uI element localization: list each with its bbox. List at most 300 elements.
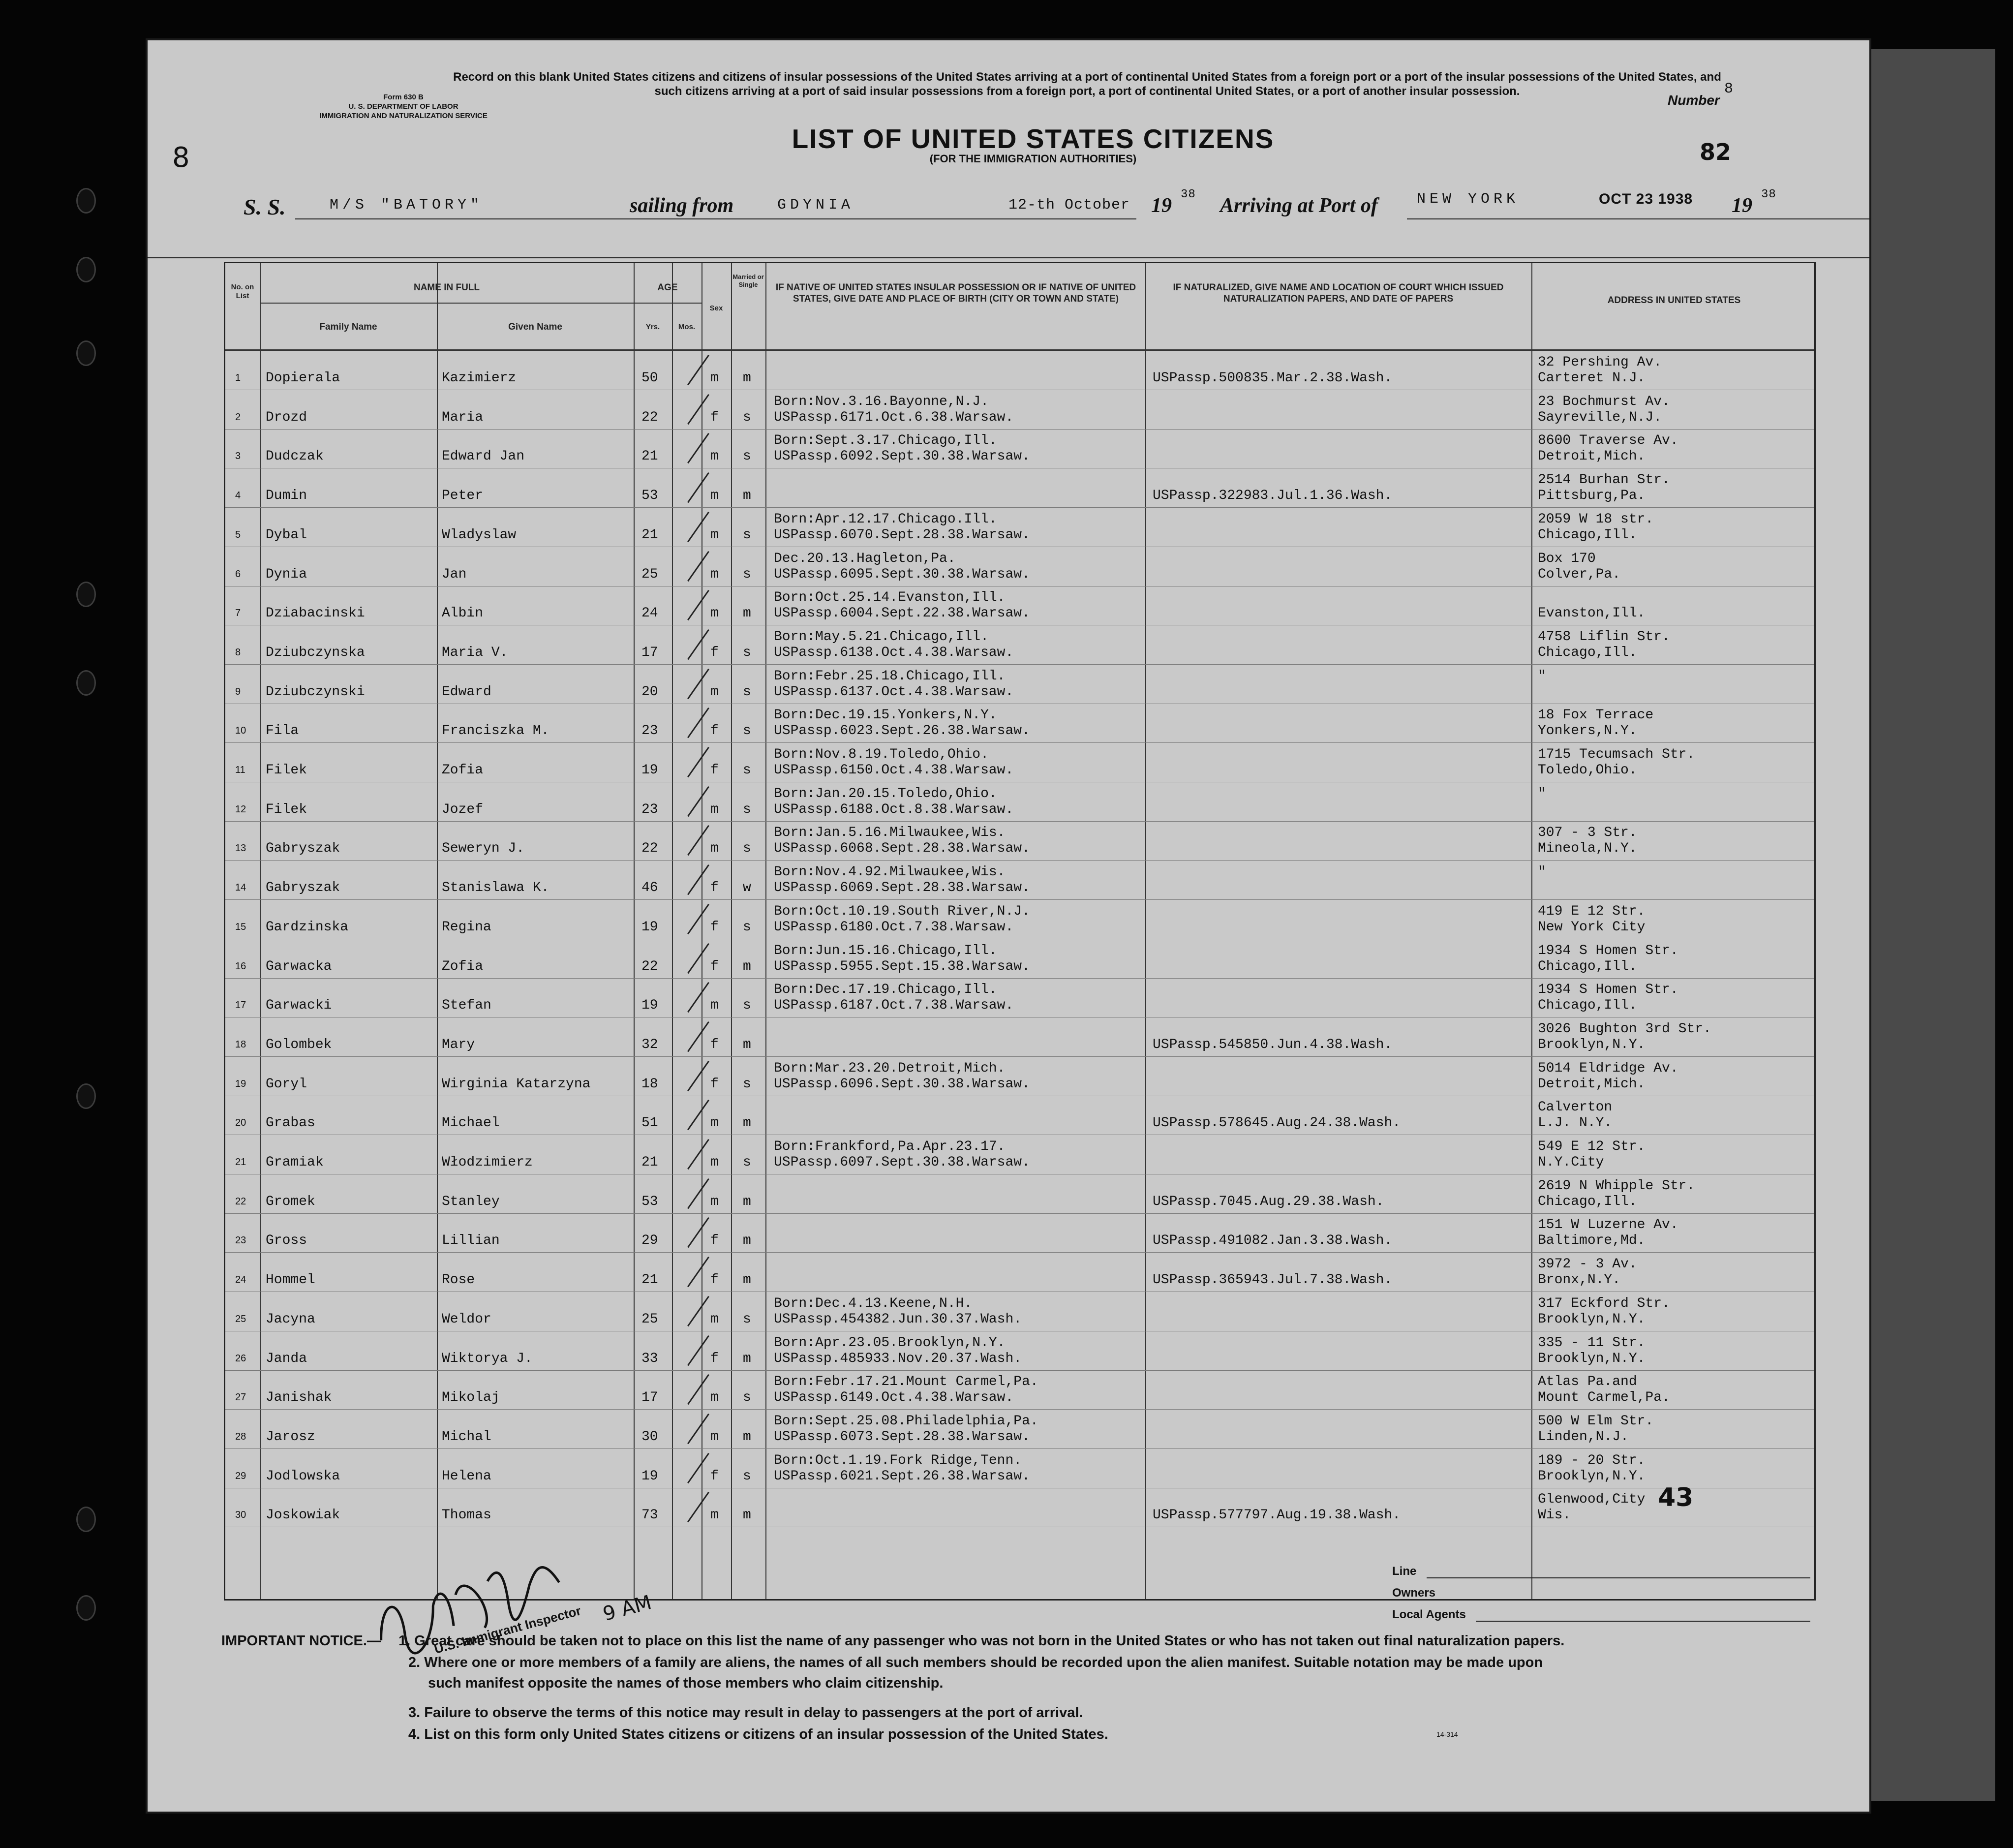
check-stroke [687, 943, 709, 973]
number-label: Number [1668, 92, 1720, 108]
family-name: Fila [266, 723, 299, 739]
port-to-underline [1407, 218, 1869, 219]
check-stroke [687, 512, 709, 542]
age-years: 51 [641, 1115, 658, 1131]
marital-status: s [743, 1468, 751, 1484]
birth-line-1: Born:Jun.15.16.Chicago,Ill. [774, 943, 997, 958]
list-number: 2 [235, 411, 241, 423]
marital-status: m [743, 1351, 751, 1366]
birth-line-2: USPassp.6188.Oct.8.38.Warsaw. [774, 801, 1014, 817]
check-stroke [687, 1257, 709, 1287]
family-name: Grabas [266, 1115, 315, 1131]
family-name: Joskowiak [266, 1508, 340, 1523]
age-years: 33 [641, 1351, 658, 1366]
age-years: 19 [641, 919, 658, 935]
address-line-1: 1934 S Homen Str. [1538, 982, 1678, 998]
birth-line-1: Born:Mar.23.20.Detroit,Mich. [774, 1060, 1006, 1076]
list-number: 11 [235, 765, 245, 775]
birth-line-2: USPassp.6149.Oct.4.38.Warsaw. [774, 1390, 1014, 1406]
sex: m [710, 1194, 719, 1209]
marital-status: s [743, 1076, 751, 1092]
family-name: Janishak [266, 1390, 332, 1406]
birth-line-2: USPassp.6137.Oct.4.38.Warsaw. [774, 684, 1014, 700]
address-line-1: 307 - 3 Str. [1538, 825, 1637, 841]
birth-line-1: Born:Febr.17.21.Mount Carmel,Pa. [774, 1374, 1038, 1390]
list-number: 17 [235, 1000, 246, 1011]
list-number: 9 [235, 686, 241, 697]
address-line-1: 2514 Burhan Str. [1538, 472, 1670, 488]
address-line-2: Brooklyn,N.Y. [1538, 1311, 1646, 1327]
birth-line-1: Born:Dec.4.13.Keene,N.H. [774, 1295, 973, 1311]
line-underline [1427, 1577, 1810, 1578]
age-years: 17 [641, 1390, 658, 1406]
naturalization-papers: USPassp.322983.Jul.1.36.Wash. [1153, 488, 1393, 504]
table-row [225, 1370, 1814, 1410]
list-number: 7 [235, 608, 241, 619]
list-number: 14 [235, 882, 246, 893]
check-stroke [687, 1374, 709, 1405]
family-name: Gromek [266, 1194, 315, 1209]
family-name: Gabryszak [266, 841, 340, 857]
notice-item-3: 3. Failure to observe the terms of this notice may result in delay to passengers at the port of arrival. [408, 1705, 1083, 1721]
age-years: 46 [641, 880, 658, 896]
given-name: Mary [442, 1037, 475, 1052]
list-number: 26 [235, 1353, 246, 1364]
given-name: Seweryn J. [442, 841, 525, 857]
birth-line-2: USPassp.6069.Sept.28.38.Warsaw. [774, 880, 1030, 896]
family-name: Filek [266, 801, 307, 817]
sex: m [710, 566, 719, 582]
address-line-2: New York City [1538, 919, 1646, 935]
given-name: Wladyslaw [442, 527, 517, 543]
age-years: 19 [641, 763, 658, 778]
page-subtitle: (FOR THE IMMIGRATION AUTHORITIES) [929, 153, 1137, 165]
birth-line-2: USPassp.6092.Sept.30.38.Warsaw. [774, 449, 1030, 464]
given-name: Albin [442, 606, 484, 621]
family-name: Filek [266, 763, 307, 778]
family-name: Gabryszak [266, 880, 340, 896]
birth-line-2: USPassp.485933.Nov.20.37.Wash. [774, 1351, 1022, 1366]
marital-status: s [743, 527, 751, 543]
sailing-year: 38 [1181, 188, 1196, 201]
form-number: Form 630 B [383, 93, 424, 101]
given-name: Michael [442, 1115, 500, 1131]
sex: f [710, 645, 719, 660]
address-line-1: 8600 Traverse Av. [1538, 433, 1678, 449]
age-years: 22 [641, 958, 658, 974]
given-name: Maria [442, 409, 484, 425]
list-number: 4 [235, 490, 241, 501]
address-line-2: Chicago,Ill. [1538, 998, 1637, 1014]
table-row [225, 625, 1814, 665]
table-row [225, 1410, 1814, 1449]
table-row [225, 743, 1814, 782]
birth-line-1: Born:Jan.20.15.Toledo,Ohio. [774, 786, 997, 801]
address-line-1: 4758 Liflin Str. [1538, 629, 1670, 645]
marital-status: s [743, 763, 751, 778]
naturalization-papers: USPassp.491082.Jan.3.38.Wash. [1153, 1233, 1393, 1249]
age-years: 73 [641, 1508, 658, 1523]
given-name: Michal [442, 1429, 491, 1445]
age-subheader-rule [634, 303, 702, 304]
sex: m [710, 527, 719, 543]
check-stroke [687, 747, 709, 777]
marital-status: m [743, 370, 751, 386]
binder-hole [76, 670, 96, 696]
check-stroke [687, 1296, 709, 1326]
age-years: 18 [641, 1076, 658, 1092]
given-name: Wirginia Katarzyna [442, 1076, 591, 1092]
birth-line-1: Born:Oct.25.14.Evanston,Ill. [774, 590, 1006, 606]
table-row [225, 1213, 1814, 1253]
list-number: 22 [235, 1196, 246, 1207]
birth-line-2: USPassp.6180.Oct.7.38.Warsaw. [774, 919, 1014, 935]
table-row [225, 821, 1814, 861]
given-name: Rose [442, 1272, 475, 1288]
table-row [225, 547, 1814, 586]
check-stroke [687, 1060, 709, 1091]
family-name: Dopierala [266, 370, 340, 386]
list-number: 21 [235, 1157, 246, 1168]
birth-line-1: Born:Frankford,Pa.Apr.23.17. [774, 1139, 1006, 1154]
margin-mark: 8 [172, 142, 190, 174]
address-line-1: 317 Eckford Str. [1538, 1295, 1670, 1311]
binder-hole [76, 1595, 96, 1621]
table-row [225, 1174, 1814, 1214]
address-line-2: Evanston,Ill. [1538, 606, 1646, 621]
header-list-number: No. on List [231, 283, 254, 300]
address-line-2: Bronx,N.Y. [1538, 1272, 1621, 1288]
binder-hole [76, 582, 96, 607]
address-line-1: Box 170 [1538, 551, 1596, 566]
marital-status: m [743, 958, 751, 974]
naturalization-papers: USPassp.7045.Aug.29.38.Wash. [1153, 1194, 1384, 1209]
address-line-1: " [1538, 786, 1546, 801]
given-name: Thomas [442, 1508, 491, 1523]
sex: f [710, 1351, 719, 1366]
birth-line-1: Born:Jan.5.16.Milwaukee,Wis. [774, 825, 1006, 841]
inspector-stamp-text: U.S. Immigrant Inspector [432, 1603, 583, 1657]
table-row [225, 1292, 1814, 1331]
sex: m [710, 1429, 719, 1445]
sailing-date: 12-th October [1008, 197, 1130, 214]
table-row [225, 939, 1814, 979]
birth-line-1: Born:Apr.12.17.Chicago.Ill. [774, 511, 997, 527]
address-line-1: 419 E 12 Str. [1538, 903, 1646, 919]
check-stroke [687, 1021, 709, 1052]
sex: f [710, 763, 719, 778]
table-row [225, 390, 1814, 430]
birth-line-2: USPassp.454382.Jun.30.37.Wash. [774, 1311, 1022, 1327]
family-name: Garwacki [266, 998, 332, 1014]
marital-status: m [743, 488, 751, 504]
birth-line-2: USPassp.6097.Sept.30.38.Warsaw. [774, 1155, 1030, 1170]
marital-status: s [743, 449, 751, 464]
header-birth: IF NATIVE OF UNITED STATES INSULAR POSSESSION OR IF NATIVE OF UNITED STATES, GIVE DATE AND PLACE OF BIRTH (CITY OR TOWN AND STATE) [775, 282, 1136, 304]
header-family-name: Family Name [319, 322, 377, 332]
age-years: 17 [641, 645, 658, 660]
check-stroke [687, 904, 709, 934]
check-stroke [687, 1492, 709, 1522]
list-number: 10 [235, 725, 246, 737]
address-line-2: Pittsburg,Pa. [1538, 488, 1646, 504]
notice-heading: IMPORTANT NOTICE.— [221, 1633, 381, 1649]
given-name: Stanley [442, 1194, 500, 1209]
naturalization-papers: USPassp.577797.Aug.19.38.Wash. [1153, 1508, 1401, 1523]
table-row [225, 468, 1814, 508]
address-line-1: 32 Pershing Av. [1538, 355, 1662, 370]
number-value: 8 [1724, 81, 1734, 97]
address-line-2: Chicago,Ill. [1538, 1194, 1637, 1209]
address-line-2: L.J. N.Y. [1538, 1115, 1613, 1131]
given-name: Maria V. [442, 645, 508, 660]
table-row [225, 665, 1814, 704]
age-years: 20 [641, 684, 658, 700]
birth-line-2: USPassp.6095.Sept.30.38.Warsaw. [774, 566, 1030, 582]
check-stroke [687, 1335, 709, 1365]
given-name: Zofia [442, 958, 484, 974]
marital-status: w [743, 880, 751, 896]
naturalization-papers: USPassp.500835.Mar.2.38.Wash. [1153, 370, 1393, 386]
birth-line-2: USPassp.6150.Oct.4.38.Warsaw. [774, 763, 1014, 778]
naturalization-papers: USPassp.365943.Jul.7.38.Wash. [1153, 1272, 1393, 1288]
sex: f [710, 409, 719, 425]
address-line-2: Yonkers,N.Y. [1538, 723, 1637, 739]
check-stroke [687, 590, 709, 620]
address-line-2: Mount Carmel,Pa. [1538, 1390, 1670, 1406]
manifest-sheet [148, 40, 1869, 1812]
address-line-2: Sayreville,N.J. [1538, 409, 1662, 425]
birth-line-2: USPassp.6070.Sept.28.38.Warsaw. [774, 527, 1030, 543]
address-line-2: N.Y.City [1538, 1155, 1604, 1170]
address-line-1: 1715 Tecumsach Str. [1538, 747, 1695, 762]
sex: f [710, 880, 719, 896]
table-row [225, 1135, 1814, 1174]
birth-line-2: USPassp.6187.Oct.7.38.Warsaw. [774, 998, 1014, 1014]
address-line-2: Toledo,Ohio. [1538, 763, 1637, 778]
header-married-single: Married or Single [732, 273, 764, 288]
address-line-1: 2059 W 18 str. [1538, 511, 1654, 527]
address-line-1: 3972 - 3 Av. [1538, 1257, 1637, 1272]
address-line-2: Brooklyn,N.Y. [1538, 1037, 1646, 1052]
check-stroke [687, 982, 709, 1013]
notice-item-1: 1. Great care should be taken not to place on this list the name of any passenger who was not born in the United States or who has not taken out final naturalization papers. [398, 1633, 1565, 1649]
check-stroke [687, 433, 709, 463]
check-stroke [687, 708, 709, 738]
list-number: 27 [235, 1392, 246, 1403]
header-separator [148, 257, 1869, 258]
table-row [225, 351, 1814, 390]
table-row [225, 1096, 1814, 1135]
page-mark: 82 [1700, 139, 1732, 165]
form-preamble: Record on this blank United States citizens and citizens of insular possessions of the United States arriving at a port of continental United States from a foreign port or a port of the insular possessions of the United States, and such citizens arriving at a port of said insular possessions from a foreign port, a port of continental United States, or a port of another insular possession. [453, 70, 1721, 98]
list-number: 8 [235, 647, 241, 658]
address-line-1: 18 Fox Terrace [1538, 708, 1654, 723]
given-name: Helena [442, 1468, 491, 1484]
check-stroke [687, 355, 709, 385]
sex: f [710, 1037, 719, 1052]
table-row [225, 1253, 1814, 1292]
header-address: ADDRESS IN UNITED STATES [1607, 295, 1741, 306]
table-row [225, 1449, 1814, 1488]
birth-line-1: Born:Febr.25.18.Chicago,Ill. [774, 668, 1006, 684]
list-number: 12 [235, 803, 246, 815]
table-row [225, 704, 1814, 743]
birth-line-1: Born:Nov.4.92.Milwaukee,Wis. [774, 864, 1006, 880]
check-stroke [687, 394, 709, 425]
given-name: Wiktorya J. [442, 1351, 533, 1366]
given-name: Weldor [442, 1311, 491, 1327]
given-name: Regina [442, 919, 491, 935]
address-line-1: " [1538, 864, 1546, 880]
given-name: Franciszka M. [442, 723, 549, 739]
table-row [225, 1331, 1814, 1371]
table-row [225, 1488, 1814, 1527]
marital-status: m [743, 1233, 751, 1249]
sex: m [710, 1508, 719, 1523]
family-name: Gramiak [266, 1155, 324, 1170]
list-number: 25 [235, 1313, 246, 1324]
address-line-1: Glenwood,City [1538, 1492, 1646, 1508]
age-years: 22 [641, 841, 658, 857]
age-years: 21 [641, 449, 658, 464]
birth-line-1: Born:Dec.19.15.Yonkers,N.Y. [774, 708, 997, 723]
sex: m [710, 1311, 719, 1327]
sex: f [710, 723, 719, 739]
age-years: 21 [641, 1155, 658, 1170]
sex: m [710, 841, 719, 857]
birth-line-1: Born:Dec.17.19.Chicago,Ill. [774, 982, 997, 998]
address-line-2: Detroit,Mich. [1538, 1076, 1646, 1092]
binder-hole [76, 1083, 96, 1109]
family-name: Dziabacinski [266, 606, 365, 621]
family-name: Dynia [266, 566, 307, 582]
birth-line-2: USPassp.6138.Oct.4.38.Warsaw. [774, 645, 1014, 660]
age-years: 21 [641, 527, 658, 543]
check-stroke [687, 629, 709, 660]
ss-underline [295, 218, 762, 219]
header-name-in-full: NAME IN FULL [413, 282, 480, 293]
page-total: 43 [1658, 1483, 1694, 1512]
given-name: Edward Jan [442, 449, 525, 464]
family-name: Jodlowska [266, 1468, 340, 1484]
inspector-stamp-time: 9 AM [600, 1591, 654, 1626]
port-from-underline [743, 218, 1136, 219]
list-number: 23 [235, 1235, 246, 1246]
name-subheader-rule [260, 303, 634, 304]
family-name: Drozd [266, 409, 307, 425]
birth-line-2: USPassp.6023.Sept.26.38.Warsaw. [774, 723, 1030, 739]
agents-underline [1476, 1621, 1810, 1622]
agents-label: Local Agents [1392, 1608, 1466, 1621]
family-name: Jarosz [266, 1429, 315, 1445]
sex: m [710, 370, 719, 386]
check-stroke [687, 1139, 709, 1170]
marital-status: s [743, 723, 751, 739]
list-number: 18 [235, 1039, 246, 1050]
table-row [225, 782, 1814, 822]
marital-status: s [743, 1390, 751, 1406]
birth-line-2: USPassp.6004.Sept.22.38.Warsaw. [774, 606, 1030, 621]
address-line-2: Chicago,Ill. [1538, 958, 1637, 974]
address-line-1: 2619 N Whipple Str. [1538, 1178, 1695, 1194]
table-row [225, 861, 1814, 900]
table-row [225, 978, 1814, 1017]
marital-status: m [743, 1508, 751, 1523]
table-row [225, 1017, 1814, 1057]
age-years: 29 [641, 1233, 658, 1249]
underlying-page [1860, 49, 1995, 1801]
sex: m [710, 684, 719, 700]
port-to: NEW YORK [1417, 191, 1520, 208]
list-number: 13 [235, 843, 246, 854]
given-name: Kazimierz [442, 370, 517, 386]
list-number: 6 [235, 568, 241, 580]
check-stroke [687, 864, 709, 895]
header-given-name: Given Name [508, 322, 562, 332]
service-name: IMMIGRATION AND NATURALIZATION SERVICE [319, 112, 488, 120]
header-naturalized: IF NATURALIZED, GIVE NAME AND LOCATION OF COURT WHICH ISSUED NATURALIZATION PAPERS, AND DATE OF PAPERS [1173, 282, 1504, 304]
birth-line-1: Dec.20.13.Hagleton,Pa. [774, 551, 956, 566]
marital-status: s [743, 919, 751, 935]
marital-status: s [743, 1311, 751, 1327]
address-line-2: Chicago,Ill. [1538, 645, 1637, 660]
family-name: Garwacka [266, 958, 332, 974]
marital-status: m [743, 1429, 751, 1445]
address-line-1: 3026 Bughton 3rd Str. [1538, 1021, 1711, 1037]
age-years: 25 [641, 1311, 658, 1327]
page-title: LIST OF UNITED STATES CITIZENS [792, 123, 1275, 154]
address-line-2: Linden,N.J. [1538, 1429, 1629, 1445]
address-line-2: Chicago,Ill. [1538, 527, 1637, 543]
notice-item-4: 4. List on this form only United States citizens or citizens of an insular possession of the United States. [408, 1726, 1108, 1742]
port-from: GDYNIA [777, 197, 854, 214]
family-name: Jacyna [266, 1311, 315, 1327]
given-name: Zofia [442, 763, 484, 778]
sailing-label: sailing from [630, 194, 734, 217]
given-name: Stanislawa K. [442, 880, 549, 896]
binder-hole [76, 257, 96, 282]
birth-line-2: USPassp.5955.Sept.15.38.Warsaw. [774, 958, 1030, 974]
age-years: 50 [641, 370, 658, 386]
birth-line-1: Born:Nov.3.16.Bayonne,N.J. [774, 394, 989, 409]
age-years: 32 [641, 1037, 658, 1052]
family-name: Dziubczynska [266, 645, 365, 660]
arrival-year: 38 [1761, 188, 1776, 201]
sex: f [710, 1233, 719, 1249]
table-row [225, 429, 1814, 468]
birth-line-1: Born:Sept.3.17.Chicago,Ill. [774, 433, 997, 449]
ss-label: S. S. [244, 194, 286, 219]
check-stroke [687, 668, 709, 699]
sex: f [710, 958, 719, 974]
naturalization-papers: USPassp.545850.Jun.4.38.Wash. [1153, 1037, 1393, 1052]
table-row [225, 508, 1814, 547]
address-line-2: Wis. [1538, 1508, 1571, 1523]
list-number: 5 [235, 529, 241, 540]
address-line-2: Carteret N.J. [1538, 370, 1646, 386]
header-age: AGE [657, 282, 678, 293]
naturalization-papers: USPassp.578645.Aug.24.38.Wash. [1153, 1115, 1401, 1131]
binder-hole [76, 1507, 96, 1532]
birth-line-1: Born:Apr.23.05.Brooklyn,N.Y. [774, 1335, 1006, 1351]
address-line-1: Calverton [1538, 1100, 1613, 1115]
marital-status: m [743, 1037, 751, 1052]
notice-item-2a: 2. Where one or more members of a family are aliens, the names of all such members should be recorded upon the alien manifest. Suitable notation may be made upon [408, 1655, 1543, 1670]
family-name: Dybal [266, 527, 307, 543]
address-line-2: Brooklyn,N.Y. [1538, 1468, 1646, 1484]
check-stroke [687, 472, 709, 503]
